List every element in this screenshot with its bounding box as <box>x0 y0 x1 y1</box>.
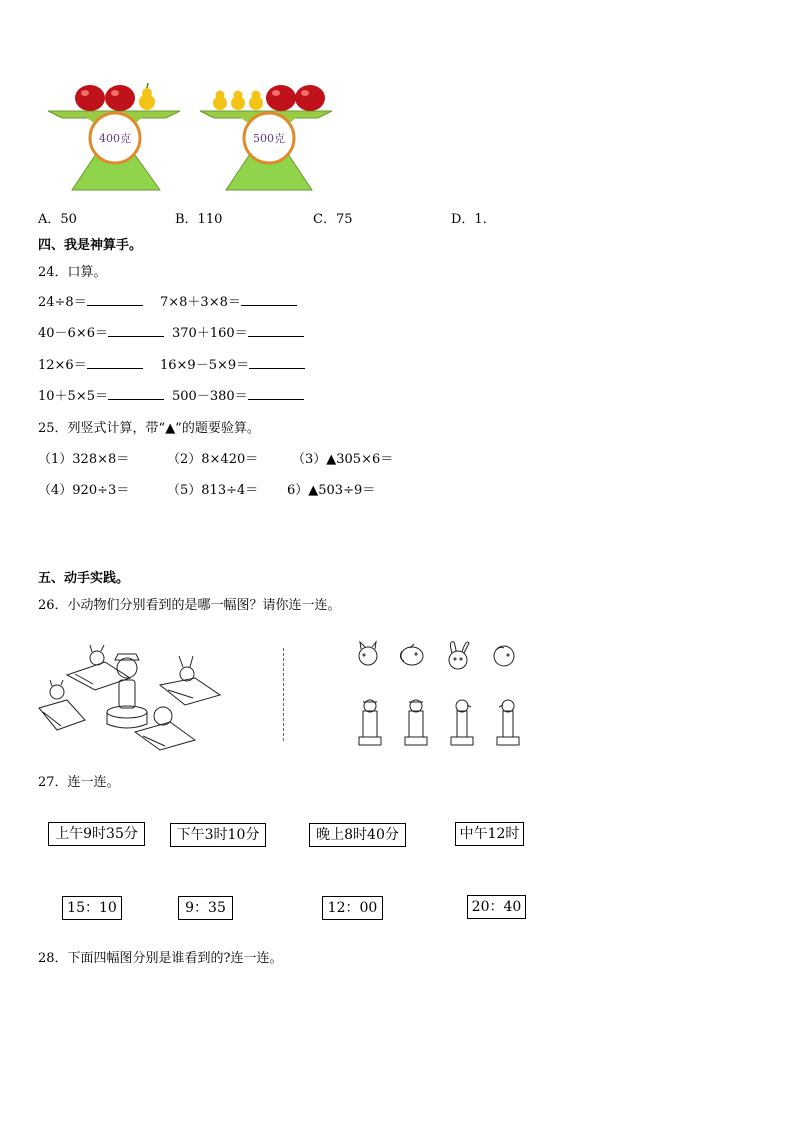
digital-time-box[interactable]: 12：00 <box>322 896 383 920</box>
q25-item: （3）▲305×6＝ <box>292 452 394 467</box>
q25-item: （1）328×8＝ <box>38 452 130 467</box>
q28-title: 28．下面四幅图分别是谁看到的?连一连。 <box>38 951 283 966</box>
figure-side-view-icon <box>451 700 473 745</box>
figure-views-row <box>350 695 530 751</box>
time-text-box[interactable]: 上午9时35分 <box>48 822 145 846</box>
q24-item: 370＋160＝ <box>172 322 304 341</box>
q24-title: 24．口算。 <box>38 265 107 280</box>
digital-time-box[interactable]: 15：10 <box>62 896 122 920</box>
scale-left-weight: 400克 <box>99 132 131 145</box>
animal-heads-row <box>350 636 530 676</box>
digital-time-box[interactable]: 9：35 <box>178 896 233 920</box>
scale-left <box>48 83 180 190</box>
chick-head-icon <box>494 646 514 666</box>
scale-right-weight: 500克 <box>253 132 285 145</box>
section-5-title: 五、动手实践。 <box>38 571 130 586</box>
figure-front-view-icon <box>359 700 381 745</box>
q25-item: （5）813÷4＝ <box>167 483 259 498</box>
q27-title: 27．连一连。 <box>38 775 120 790</box>
q24-item: 40－6×6＝ <box>38 322 164 341</box>
section-4-title: 四、我是神算手。 <box>38 238 143 253</box>
rabbit-head-icon <box>449 642 469 669</box>
option-c: C．75 <box>313 212 353 227</box>
digital-time-box[interactable]: 20：40 <box>467 895 526 919</box>
time-text-box[interactable]: 下午3时10分 <box>170 823 266 847</box>
q24-item: 7×8＋3×8＝ <box>160 291 297 310</box>
option-a: A．50 <box>38 212 77 227</box>
q24-item: 16×9－5×9＝ <box>160 354 305 373</box>
time-text-box[interactable]: 晚上8时40分 <box>309 823 406 847</box>
q24-item: 24÷8＝ <box>38 291 143 310</box>
option-d: D．1． <box>451 212 496 227</box>
q25-item: （2）8×420＝ <box>167 452 259 467</box>
q24-item: 500－380＝ <box>172 385 304 404</box>
scale-right <box>200 85 332 190</box>
q25-title: 25．列竖式计算，带“▲”的题要验算。 <box>38 421 260 436</box>
divider <box>283 648 284 741</box>
figure-other-side-view-icon <box>497 700 519 745</box>
q25-item: 6）▲503÷9＝ <box>287 483 376 498</box>
q24-item: 12×6＝ <box>38 354 143 373</box>
cat-head-icon <box>359 642 377 665</box>
q24-item: 10＋5×5＝ <box>38 385 164 404</box>
option-b: B．110 <box>175 212 223 227</box>
time-text-box[interactable]: 中午12时 <box>455 822 524 846</box>
animals-viewing-scene <box>35 640 235 752</box>
q25-item: （4）920÷3＝ <box>38 483 130 498</box>
q26-title: 26．小动物们分别看到的是哪一幅图？请你连一连。 <box>38 598 341 613</box>
figure-back-view-icon <box>405 700 427 745</box>
dog-head-icon <box>400 644 423 665</box>
balance-scales-illustration <box>40 78 340 193</box>
